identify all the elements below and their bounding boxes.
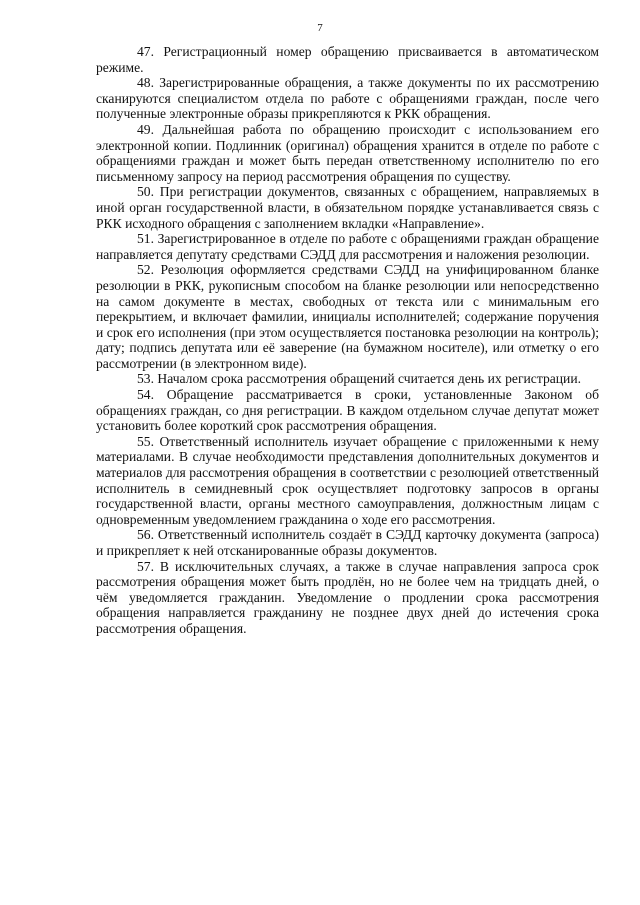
paragraph-56: 56. Ответственный исполнитель создаёт в СЭДД карточку документа (запроса) и прикрепляет к ней отсканированные образы документов. bbox=[96, 527, 599, 558]
paragraph-49: 49. Дальнейшая работа по обращению происходит с использованием его электронной копии. Подлинник (оригинал) обращения хранится в отделе по работе с обращениями граждан и может быть передан ответственному исполнителю по его письменному запросу на период рассмотрения обращения по существу. bbox=[96, 121, 599, 184]
paragraph-51: 51. Зарегистрированное в отделе по работе с обращениями граждан обращение направляется депутату средствами СЭДД для рассмотрения и наложения резолюции. bbox=[96, 231, 599, 262]
paragraph-55: 55. Ответственный исполнитель изучает обращение с приложенными к нему материалами. В случае необходимости представления дополнительных документов и материалов для рассмотрения обращения в соответствии с резолюцией ответственный исполнитель в семидневный срок осуществляет подготовку запросов в органы государственной власти, органы местного самоуправления, должностным лицам с одновременным уведомлением гражданина о ходе его рассмотрения. bbox=[96, 433, 599, 527]
document-body bbox=[96, 44, 599, 637]
paragraph-53: 53. Началом срока рассмотрения обращений считается день их регистрации. bbox=[137, 371, 581, 387]
paragraph-52: 52. Резолюция оформляется средствами СЭДД на унифицированном бланке резолюции в РКК, рукописным способом на бланке резолюции или непосредственно на самом документе в местах, свободных от текста или с минимальным его перекрытием, и включает фамилии, инициалы исполнителей; содержание поручения и срок его исполнения (при этом осуществляется постановка резолюции на контроль); дату; подпись депутата или её заверение (на бумажном носителе), или отметку о его рассмотрении (в электронном виде). bbox=[96, 262, 599, 371]
page-number: 7 bbox=[317, 22, 323, 34]
paragraph-54: 54. Обращение рассматривается в сроки, установленные Законом об обращениях граждан, со дня регистрации. В каждом отдельном случае депутат может установить более короткий срок рассмотрения обращения. bbox=[96, 387, 599, 434]
paragraph-48: 48. Зарегистрированные обращения, а также документы по их рассмотрению сканируются специалистом отдела по работе с обращениями граждан, после чего полученные электронные образы прикрепляются к РКК обращения. bbox=[96, 75, 599, 122]
paragraph-50: 50. При регистрации документов, связанных с обращением, направляемых в иной орган государственной власти, в обязательном порядке устанавливается связь с РКК исходного обращения с заполнением вкладки «Направление». bbox=[96, 184, 599, 231]
paragraph-47: 47. Регистрационный номер обращению присваивается в автоматическом режиме. bbox=[96, 44, 599, 75]
paragraph-57: 57. В исключительных случаях, а также в случае направления запроса срок рассмотрения обращения может быть продлён, но не более чем на тридцать дней, о чём уведомляется гражданин. Уведомление о продлении срока рассмотрения обращения направляется гражданину не позднее двух дней до истечения срока рассмотрения обращения. bbox=[96, 558, 599, 636]
